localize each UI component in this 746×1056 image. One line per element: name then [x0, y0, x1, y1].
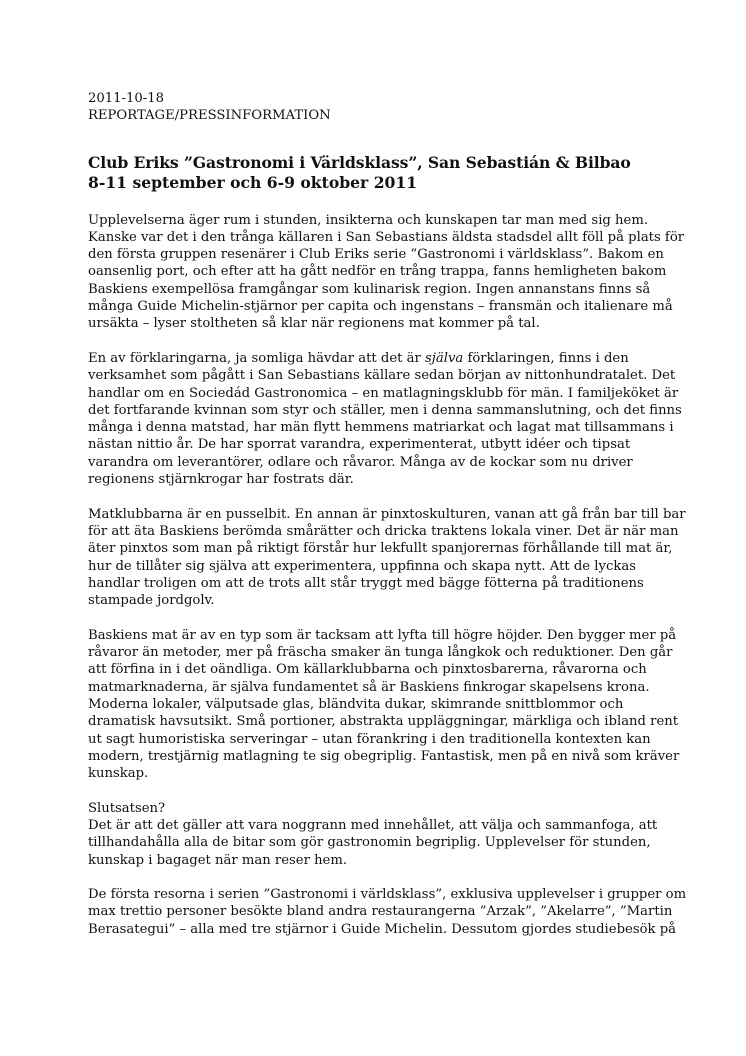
- text-line: dramatisk havsutsikt. Små portioner, abstrakta uppläggningar, märkliga och ibland rent: [88, 714, 679, 730]
- emphasis-text: själva: [425, 350, 464, 366]
- paragraph-3: [88, 506, 688, 610]
- text-line: nästan nittio år. De har sporrat varandra, experimenterat, utbytt idéer och tipsat: [88, 437, 631, 453]
- text-line: De första resorna i serien ”Gastronomi i världsklass”, exklusiva upplevelser i grupper om: [88, 887, 687, 903]
- text-line: verksamhet som pågått i San Sebastians källare sedan början av nittonhundratalet. Det: [88, 368, 676, 384]
- text-line: Berasategui” – alla med tre stjärnor i Guide Michelin. Dessutom gjordes studiebesök på: [88, 921, 677, 937]
- text-line: äter pinxtos som man på riktigt förstår hur lekfullt spanjorernas förhållande till mat är,: [88, 541, 673, 557]
- text-line: den första gruppen resenärer i Club Eriks serie ”Gastronomi i världsklass”. Bakom en: [88, 247, 664, 263]
- text-line: max trettio personer besökte bland andra restaurangerna ”Arzak”, ”Akelarre”, ”Martin: [88, 904, 673, 920]
- text-line: Moderna lokaler, välputsade glas, bländvita dukar, skimrande snittblommor och: [88, 696, 624, 712]
- text-line: Baskiens mat är av en typ som är tacksam att lyfta till högre höjder. Den bygger mer på: [88, 627, 677, 643]
- paragraph-2: [88, 350, 688, 488]
- text-line: modern, trestjärnig matlagning te sig obegriplig. Fantastisk, men på en nivå som kräver: [88, 748, 680, 764]
- text-line: Matklubbarna är en pusselbit. En annan är pinxtoskulturen, vanan att gå från bar till bar: [88, 506, 686, 522]
- text-line: matmarknaderna, är själva fundamentet så är Baskiens finkrogar skapelsens krona.: [88, 679, 650, 695]
- document-body: [88, 212, 688, 938]
- document-meta: [88, 90, 688, 125]
- text-line: Baskiens exempellösa framgångar som kulinarisk region. Ingen annanstans finns så: [88, 281, 651, 297]
- text-line: kunskap.: [88, 766, 149, 782]
- text-line: tillhandahålla alla de bitar som gör gastronomin begriplig. Upplevelser för stunden,: [88, 835, 651, 851]
- text-run: förklaringen, finns i den: [463, 350, 629, 366]
- text-line: kunskap i bagaget när man reser hem.: [88, 852, 348, 868]
- document-date: 2011-10-18: [88, 91, 165, 106]
- text-line: hur de tillåter sig själva att experimentera, uppfinna och skapa nytt. Att de lyckas: [88, 558, 636, 574]
- text-line: att förfina in i det oändliga. Om källarklubbarna och pinxtosbarerna, råvarorna och: [88, 662, 647, 678]
- text-line: handlar troligen om att de trots allt står tryggt med bägge fötterna på traditionens: [88, 575, 644, 591]
- document-subtitle: 8-11 september och 6-9 oktober 2011: [88, 172, 418, 192]
- paragraph-1: [88, 212, 688, 333]
- document-category: REPORTAGE/PRESSINFORMATION: [88, 108, 331, 124]
- text-line: regionens stjärnkrogar har fostrats där.: [88, 472, 354, 488]
- text-run: En av förklaringarna, ja somliga hävdar att det är: [88, 350, 426, 366]
- text-line: stampade jordgolv.: [88, 593, 215, 609]
- document-title: Club Eriks ”Gastronomi i Världsklass”, San Sebastián & Bilbao: [88, 152, 631, 172]
- document-page: [88, 90, 688, 955]
- text-line: ursäkta – lyser stoltheten så klar när regionens mat kommer på tal.: [88, 316, 540, 332]
- text-line: Det är att det gäller att vara noggrann med innehållet, att välja och sammanfoga, att: [88, 817, 658, 833]
- text-line: råvaror än metoder, mer på fräscha smaker än tunga långkok och reduktioner. Den går: [88, 645, 673, 661]
- text-line: för att äta Baskiens berömda smårätter och dricka traktens lokala viner. Det är när man: [88, 523, 679, 539]
- text-line: Slutsatsen?: [88, 800, 166, 816]
- paragraph-5: [88, 800, 688, 869]
- text-line: ut sagt humoristiska serveringar – utan förankring i den traditionella kontexten kan: [88, 731, 651, 747]
- text-line: handlar om en Sociedád Gastronomica – en matlagningsklubb för män. I familjeköket är: [88, 385, 679, 401]
- text-line: [88, 350, 688, 367]
- paragraph-4: [88, 627, 688, 783]
- text-line: många i denna matstad, har män flytt hemmens matriarkat och lagat mat tillsammans i: [88, 420, 674, 436]
- paragraph-6: [88, 886, 688, 938]
- text-line: varandra om leverantörer, odlare och råvaror. Många av de kockar som nu driver: [88, 454, 633, 470]
- text-line: Kanske var det i den trånga källaren i San Sebastians äldsta stadsdel allt föll på plats för: [88, 229, 685, 245]
- text-line: oansenlig port, och efter att ha gått nedför en trång trappa, fanns hemligheten bakom: [88, 264, 667, 280]
- text-line: det fortfarande kvinnan som styr och ställer, men i denna sammanslutning, och det finns: [88, 402, 682, 418]
- text-line: Upplevelserna äger rum i stunden, insikterna och kunskapen tar man med sig hem.: [88, 212, 649, 228]
- text-line: många Guide Michelin-stjärnor per capita och ingenstans – fransmän och italienare må: [88, 299, 673, 315]
